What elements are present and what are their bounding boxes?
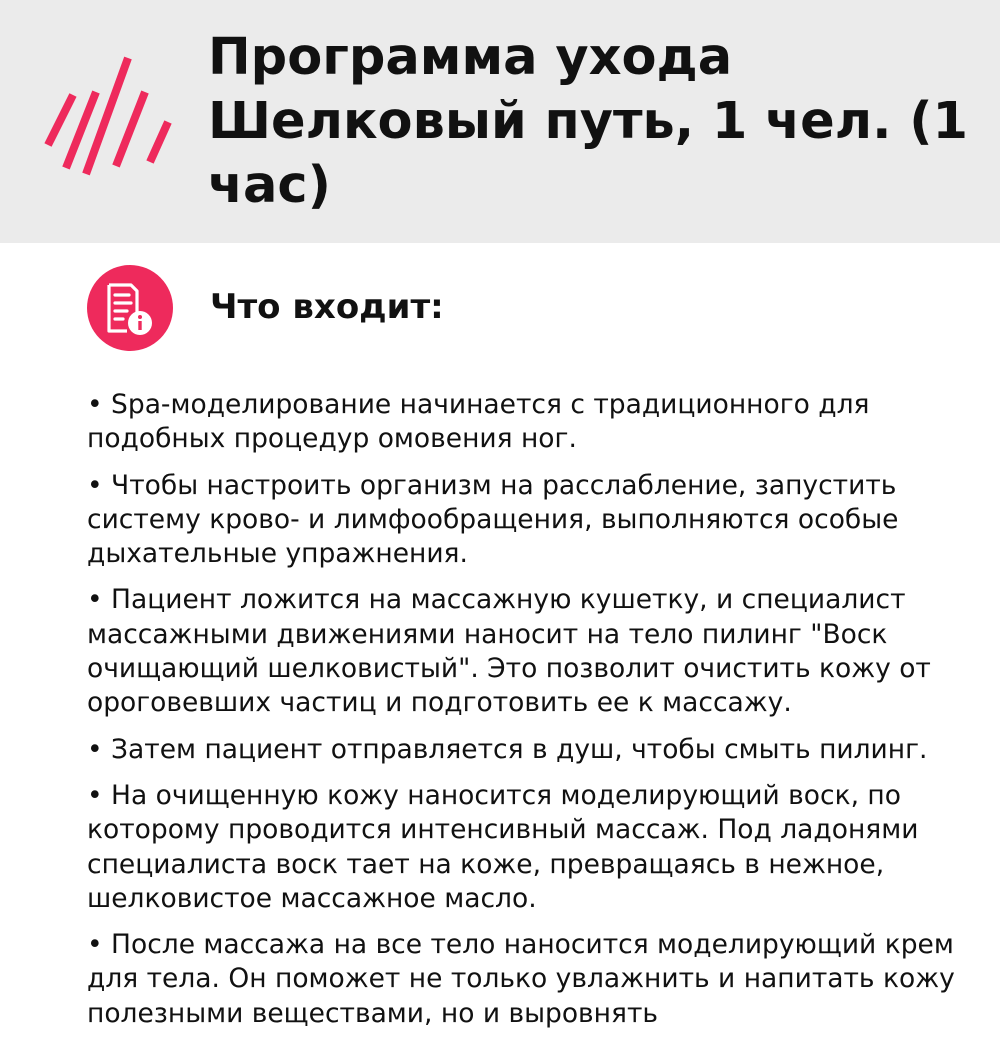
list-item: • После массажа на все тело наносится моделирующий крем для тела. Он поможет не только увлажнить и напитать кожу полезными веществами, но и выровнять <box>87 929 955 1029</box>
page-title: Программа ухода Шелковый путь, 1 чел. (1 час) <box>208 28 969 215</box>
slash-stripes-logo-icon <box>40 50 175 180</box>
list-item: • Затем пациент отправляется в душ, чтобы смыть пилинг. <box>87 733 928 765</box>
document-info-icon <box>87 265 173 351</box>
section-icon-badge <box>87 265 173 351</box>
list-item: • Пациент ложится на массажную кушетку, и специалист массажными движениями наносит на тело пилинг "Воск очищающий шелковистый". Это позволит очистить кожу от ороговевших частиц и подготовить ее к массажу. <box>87 584 931 719</box>
list-item: • Spa-моделирование начинается с традиционного для подобных процедур омовения ног. <box>87 389 870 455</box>
section-title: Что входит: <box>210 287 444 327</box>
procedure-steps-list <box>87 388 972 1043</box>
list-item: • На очищенную кожу наносится моделирующий воск, по которому проводится интенсивный массаж. Под ладонями специалиста воск тает на коже, превращаясь в нежное, шелковистое массажное масло. <box>87 779 919 914</box>
header <box>0 0 1000 243</box>
list-item: • Чтобы настроить организм на расслабление, запустить систему крово- и лимфообращения, выполняются особые дыхательные упражнения. <box>87 469 899 570</box>
